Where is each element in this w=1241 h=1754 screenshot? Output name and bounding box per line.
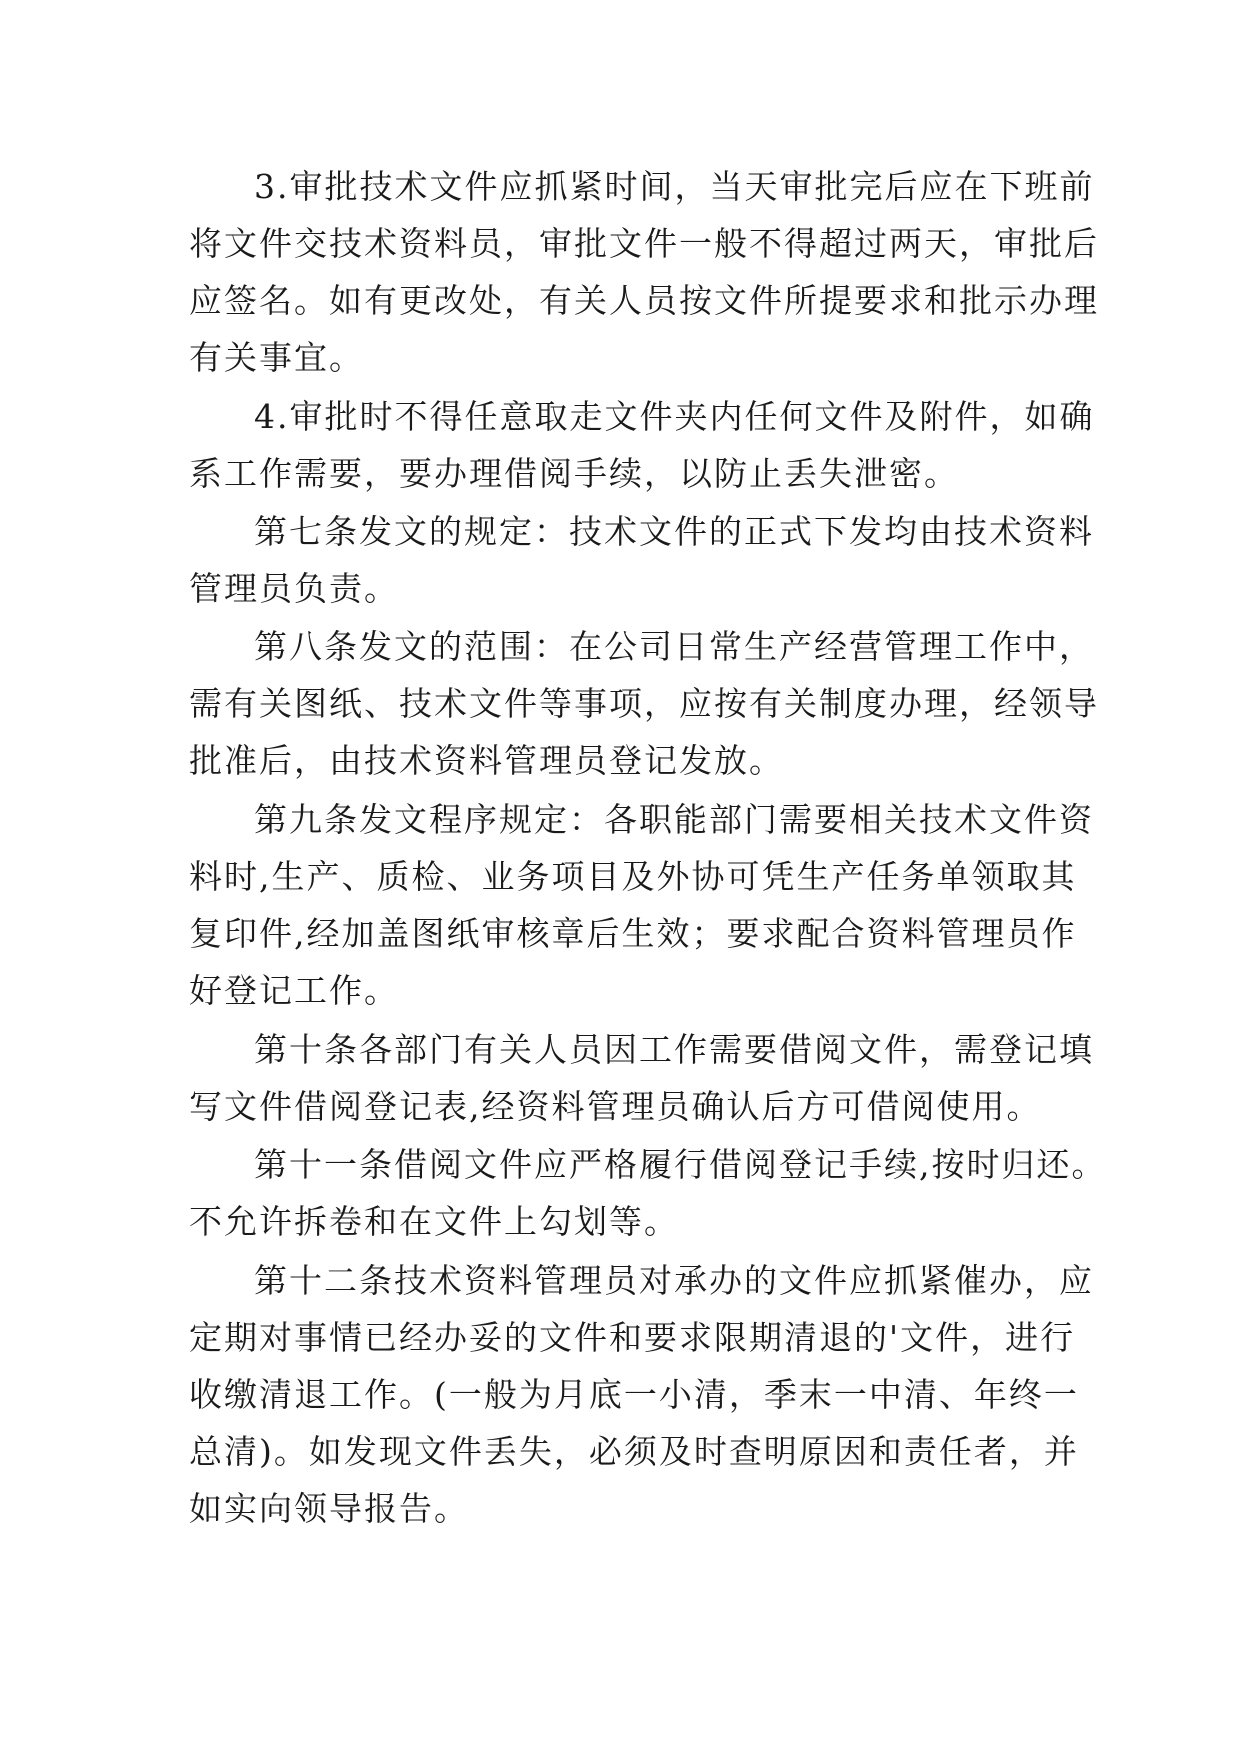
text-line: 需有关图纸、技术文件等事项，应按有关制度办理，经领导 <box>189 684 1099 723</box>
text-line: 第十二条技术资料管理员对承办的文件应抓紧催办，应 <box>254 1261 1094 1300</box>
text-line: 总清)。如发现文件丢失，必须及时查明原因和责任者，并 <box>189 1432 1079 1471</box>
text-line: 不允许拆卷和在文件上勾划等。 <box>189 1202 679 1241</box>
text-line: 4.审批时不得任意取走文件夹内任何文件及附件，如确 <box>254 397 1095 436</box>
text-line: 写文件借阅登记表,经资料管理员确认后方可借阅使用。 <box>189 1087 1042 1126</box>
text-line: 批准后，由技术资料管理员登记发放。 <box>189 741 784 780</box>
text-line: 3.审批技术文件应抓紧时间，当天审批完后应在下班前 <box>254 167 1095 206</box>
text-line: 第九条发文程序规定：各职能部门需要相关技术文件资 <box>254 800 1094 839</box>
text-line: 管理员负责。 <box>189 569 399 608</box>
text-line: 第七条发文的规定：技术文件的正式下发均由技术资料 <box>254 512 1094 551</box>
text-line: 如实向领导报告。 <box>189 1489 469 1528</box>
text-line: 有关事宜。 <box>189 338 364 377</box>
text-line: 第十条各部门有关人员因工作需要借阅文件，需登记填 <box>254 1030 1094 1069</box>
text-line: 料时,生产、质检、业务项目及外协可凭生产任务单领取其 <box>189 857 1077 896</box>
text-line: 定期对事情已经办妥的文件和要求限期清退的'文件，进行 <box>189 1318 1076 1357</box>
text-line: 系工作需要，要办理借阅手续，以防止丢失泄密。 <box>189 454 959 493</box>
text-line: 好登记工作。 <box>189 971 399 1010</box>
text-line: 收缴清退工作。(一般为月底一小清，季末一中清、年终一 <box>189 1375 1079 1414</box>
text-line: 将文件交技术资料员，审批文件一般不得超过两天，审批后 <box>189 224 1099 263</box>
text-line: 应签名。如有更改处，有关人员按文件所提要求和批示办理 <box>189 281 1099 320</box>
text-line: 第十一条借阅文件应严格履行借阅登记手续,按时归还。 <box>254 1145 1107 1184</box>
text-line: 第八条发文的范围：在公司日常生产经营管理工作中， <box>254 627 1094 666</box>
text-line: 复印件,经加盖图纸审核章后生效；要求配合资料管理员作 <box>189 914 1077 953</box>
